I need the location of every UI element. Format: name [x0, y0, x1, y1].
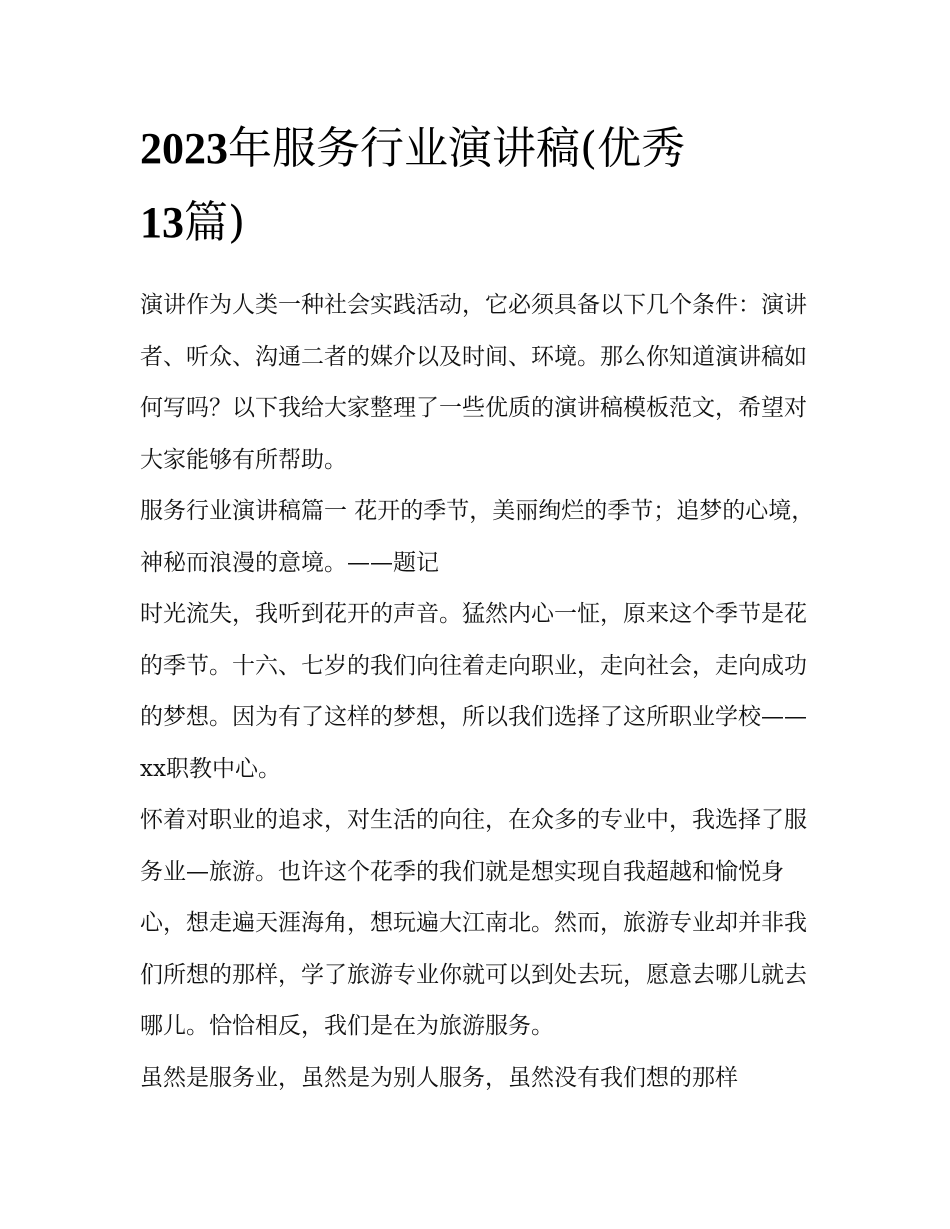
paragraph-time-flows: 时光流失，我听到花开的声音。猛然内心一怔，原来这个季节是花的季节。十六、七岁的我们向往着走向职业，走向社会，走向成功的梦想。因为有了这样的梦想，所以我们选择了这所职业学校——xx职教中心。 [140, 601, 807, 782]
title-tail: 篇) [184, 197, 246, 248]
paragraph-service-industry: 虽然是服务业，虽然是为别人服务，虽然没有我们想的那样 [140, 1064, 738, 1091]
title-year: 2023 [140, 124, 228, 173]
paragraph-intro: 演讲作为人类一种社会实践活动，它必须具备以下几个条件：演讲者、听众、沟通二者的媒介以及时间、环境。那么你知道演讲稿如何写吗？以下我给大家整理了一些优质的演讲稿模板范文，希望对大家能够有所帮助。 [140, 292, 807, 473]
title-main: 年服务行业演讲稿(优秀 [228, 123, 686, 174]
document-title [140, 112, 820, 260]
document-body [140, 280, 820, 1104]
paragraph-career-pursuit: 怀着对职业的追求，对生活的向往，在众多的专业中，我选择了服务业—旅游。也许这个花季的我们就是想实现自我超越和愉悦身心，想走遍天涯海角，想玩遍大江南北。然而，旅游专业却并非我们所想的那样，学了旅游专业你就可以到处去玩，愿意去哪儿就去哪儿。恰恰相反，我们是在为旅游服务。 [140, 807, 807, 1039]
title-count: 13 [140, 198, 184, 247]
paragraph-chapter-one-opening: 服务行业演讲稿篇一 花开的季节，美丽绚烂的季节；追梦的心境，神秘而浪漫的意境。——题记 [140, 498, 815, 576]
